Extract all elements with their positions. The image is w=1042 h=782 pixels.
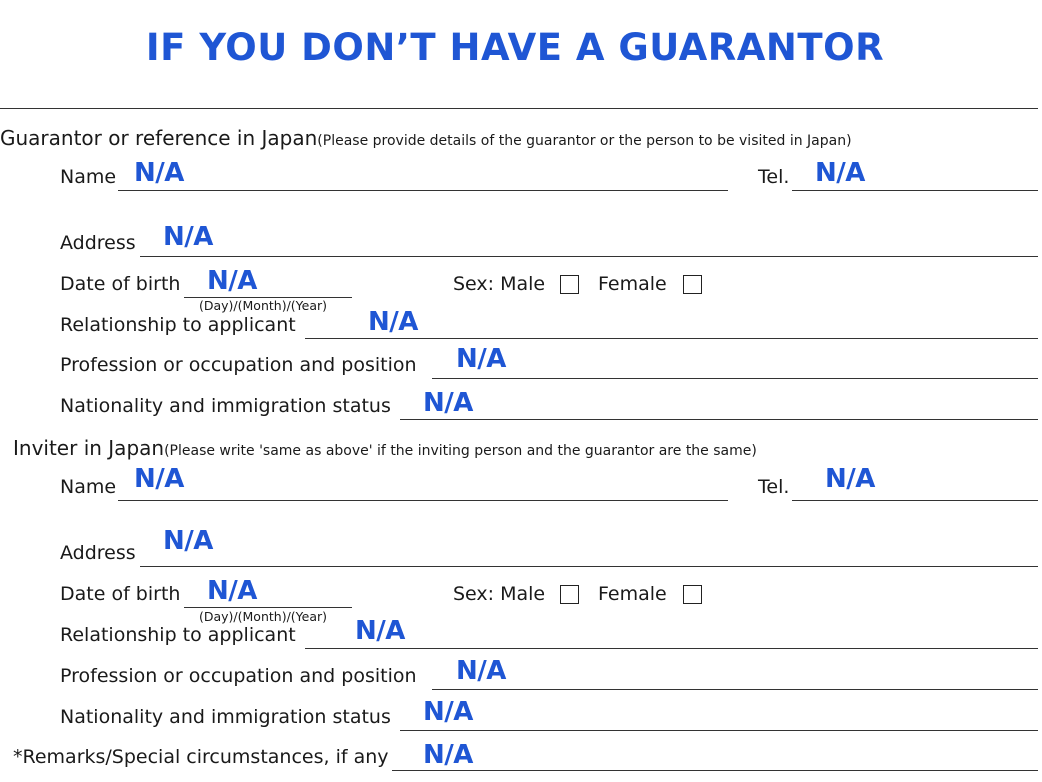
inviter-relationship-field[interactable] bbox=[305, 648, 1038, 649]
guarantor-profession-value: N/A bbox=[456, 344, 506, 374]
remarks-value: N/A bbox=[423, 740, 473, 770]
guarantor-nationality-value: N/A bbox=[423, 388, 473, 418]
inviter-tel-field[interactable] bbox=[792, 500, 1038, 501]
inviter-female-label: Female bbox=[598, 583, 667, 605]
guarantor-dob-format: (Day)/(Month)/(Year) bbox=[199, 298, 328, 313]
inviter-sex-label: Sex: Male bbox=[453, 583, 546, 605]
remarks-field[interactable] bbox=[392, 770, 1038, 771]
inviter-tel-value: N/A bbox=[825, 464, 875, 494]
inviter-profession-label: Profession or occupation and position bbox=[60, 665, 417, 687]
inviter-relationship-value: N/A bbox=[355, 616, 405, 646]
inviter-relationship-label: Relationship to applicant bbox=[60, 624, 296, 646]
guarantor-relationship-value: N/A bbox=[368, 307, 418, 337]
remarks-label: *Remarks/Special circumstances, if any bbox=[13, 746, 389, 768]
guarantor-female-label: Female bbox=[598, 273, 667, 295]
inviter-address-value: N/A bbox=[163, 526, 213, 556]
inviter-address-field[interactable] bbox=[140, 566, 1038, 567]
guarantor-sex-label: Sex: Male bbox=[453, 273, 546, 295]
inviter-heading bbox=[13, 436, 757, 460]
guarantor-tel-value: N/A bbox=[815, 158, 865, 188]
guarantor-profession-label: Profession or occupation and position bbox=[60, 354, 417, 376]
inviter-name-field[interactable] bbox=[118, 500, 728, 501]
guarantor-name-label: Name bbox=[60, 166, 117, 188]
guarantor-tel-field[interactable] bbox=[792, 190, 1038, 191]
inviter-tel-label: Tel. bbox=[758, 476, 790, 498]
guarantor-male-checkbox[interactable] bbox=[560, 275, 579, 294]
guarantor-tel-label: Tel. bbox=[758, 166, 790, 188]
guarantor-heading bbox=[0, 126, 852, 150]
guarantor-dob-value: N/A bbox=[207, 266, 257, 296]
guarantor-relationship-field[interactable] bbox=[305, 338, 1038, 339]
inviter-dob-label: Date of birth bbox=[60, 583, 181, 605]
guarantor-name-value: N/A bbox=[134, 158, 184, 188]
guarantor-profession-field[interactable] bbox=[432, 378, 1038, 379]
guarantor-relationship-label: Relationship to applicant bbox=[60, 314, 296, 336]
guarantor-dob-label: Date of birth bbox=[60, 273, 181, 295]
inviter-nationality-field[interactable] bbox=[400, 730, 1038, 731]
inviter-address-label: Address bbox=[60, 542, 136, 564]
inviter-female-checkbox[interactable] bbox=[683, 585, 702, 604]
inviter-male-checkbox[interactable] bbox=[560, 585, 579, 604]
guarantor-heading-text: Guarantor or reference in Japan bbox=[0, 126, 318, 150]
guarantor-female-checkbox[interactable] bbox=[683, 275, 702, 294]
guarantor-address-label: Address bbox=[60, 232, 136, 254]
page-title: IF YOU DON’T HAVE A GUARANTOR bbox=[145, 26, 885, 69]
inviter-dob-format: (Day)/(Month)/(Year) bbox=[199, 609, 328, 624]
guarantor-address-value: N/A bbox=[163, 222, 213, 252]
inviter-dob-value: N/A bbox=[207, 576, 257, 606]
guarantor-note: (Please provide details of the guarantor or the person to be visited in Japan) bbox=[317, 133, 852, 149]
inviter-nationality-label: Nationality and immigration status bbox=[60, 706, 391, 728]
inviter-profession-value: N/A bbox=[456, 656, 506, 686]
inviter-name-value: N/A bbox=[134, 464, 184, 494]
inviter-dob-field[interactable] bbox=[184, 607, 352, 608]
inviter-note: (Please write 'same as above' if the inviting person and the guarantor are the same) bbox=[164, 443, 757, 459]
guarantor-name-field[interactable] bbox=[118, 190, 728, 191]
inviter-name-label: Name bbox=[60, 476, 117, 498]
inviter-nationality-value: N/A bbox=[423, 697, 473, 727]
inviter-heading-text: Inviter in Japan bbox=[13, 436, 165, 460]
guarantor-address-field[interactable] bbox=[140, 256, 1038, 257]
guarantor-nationality-field[interactable] bbox=[400, 419, 1038, 420]
guarantor-nationality-label: Nationality and immigration status bbox=[60, 395, 391, 417]
inviter-profession-field[interactable] bbox=[432, 689, 1038, 690]
title-divider bbox=[0, 108, 1038, 109]
